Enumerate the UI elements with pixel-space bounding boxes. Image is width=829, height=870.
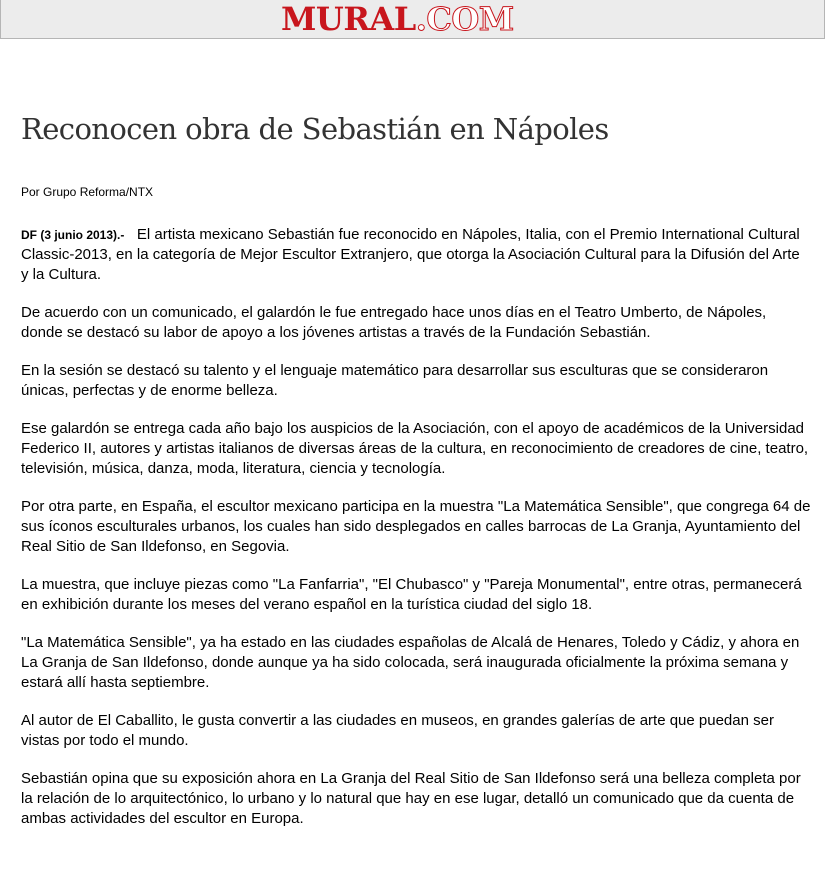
logo-word: MURAL [281,0,416,38]
lead-text: El artista mexicano Sebastián fue reconocido en Nápoles, Italia, con el Premio International Cultural Classic-2013, en la categoría de Mejor Escultor Extranjero, que otorga la Asociación Cultural para la Difusión del Arte y la Cultura. [21,226,800,283]
paragraph: "La Matemática Sensible", ya ha estado en las ciudades españolas de Alcalá de Henares, Toledo y Cádiz, y ahora en La Granja de San Ildefonso, donde aunque ya ha sido colocada, será inaugurada oficialmente la próxima semana y estará allí hasta septiembre. [21,634,800,691]
article-body [21,225,811,847]
article-byline: Por Grupo Reforma/NTX [21,185,154,199]
paragraph: En la sesión se destacó su talento y el lenguaje matemático para desarrollar sus esculturas que se consideraron únicas, perfectas y de enorme belleza. [21,362,769,399]
paragraph: Por otra parte, en España, el escultor mexicano participa en la muestra "La Matemática Sensible", que congrega 64 de sus íconos esculturales urbanos, los cuales han sido desplegados en calles barrocas de La Granja, Ayuntamiento del Real Sitio de San Ildefonso, en Segovia. [21,498,811,555]
logo-dot: . [415,0,427,38]
logo-tld: COM [426,0,514,38]
mural-logo[interactable] [281,2,514,36]
paragraph: Al autor de El Caballito, le gusta convertir a las ciudades en museos, en grandes galerías de arte que puedan ser vistas por todo el mundo. [21,712,774,749]
lead-paragraph [21,225,811,285]
masthead-bar [0,0,825,39]
paragraph: Sebastián opina que su exposición ahora en La Granja del Real Sitio de San Ildefonso será una belleza completa por la relación de lo arquitectónico, lo urbano y lo natural que hay en ese lugar, detalló un comunicado que da cuenta de ambas actividades del escultor en Europa. [21,770,801,827]
paragraph: Ese galardón se entrega cada año bajo los auspicios de la Asociación, con el apoyo de académicos de la Universidad Federico II, autores y artistas italianos de diversas áreas de la cultura, en reconocimiento de creadores de cine, teatro, televisión, música, danza, moda, literatura, ciencia y tecnología. [21,420,809,477]
dateline: DF (3 junio 2013).- [21,228,125,242]
paragraph: De acuerdo con un comunicado, el galardón le fue entregado hace unos días en el Teatro Umberto, de Nápoles, donde se destacó su labor de apoyo a los jóvenes artistas a través de la Fundación Sebastián. [21,304,767,341]
paragraph: La muestra, que incluye piezas como "La Fanfarria", "El Chubasco" y "Pareja Monumental", entre otras, permanecerá en exhibición durante los meses del verano español en la turística ciudad del siglo 18. [21,576,802,613]
article-headline: Reconocen obra de Sebastián en Nápoles [21,112,609,146]
